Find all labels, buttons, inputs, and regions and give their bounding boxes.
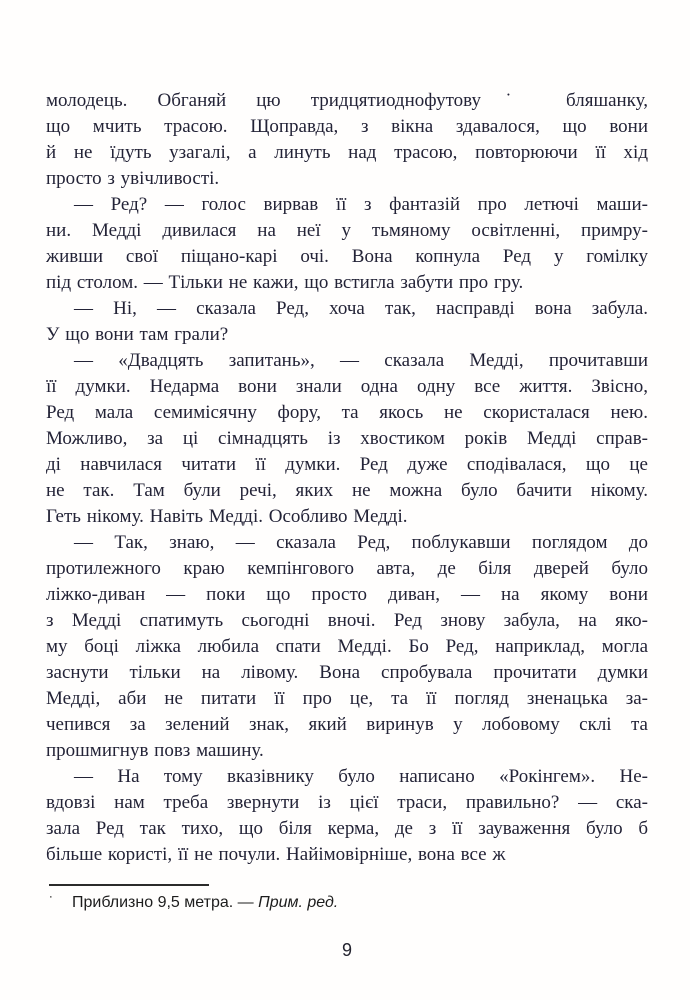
text-line: — Ред? — голос вирвав її з фантазій про летючі маши-: [74, 194, 648, 215]
text-line: живши свої піщано-карі очі. Вона копнула Ред у гомілку: [46, 246, 648, 267]
paragraph: [46, 530, 648, 764]
text-line: — «Двадцять запитань», — сказала Медді, прочитавши: [74, 350, 648, 371]
text-line: з Медді спатимуть сьогодні вночі. Ред знову забула, на яко-: [46, 610, 648, 631]
text-line: У що вони там грали?: [46, 324, 229, 345]
footnote-source: Прим. ред.: [258, 894, 339, 911]
text-line: — Так, знаю, — сказала Ред, поблукавши поглядом до: [74, 532, 648, 553]
footnote-marker: ˙: [49, 894, 54, 911]
page-number: 9: [341, 940, 352, 960]
text-line: просто з увічливості.: [46, 168, 220, 189]
text-line: ліжко-диван — поки що просто диван, — на якому вони: [46, 584, 648, 605]
text-line: — Ні, — сказала Ред, хоча так, насправді вона забула.: [74, 298, 648, 319]
footnote-separator: [49, 884, 209, 886]
paragraph: [46, 192, 648, 296]
text-line: Геть нікому. Навіть Медді. Особливо Медді.: [46, 506, 408, 527]
text-line: прошмигнув повз машину.: [46, 740, 264, 761]
footnote: [49, 893, 648, 913]
paragraph: [46, 764, 648, 868]
text-line: Медді, аби не питати її про це, та її погляд зненацька за-: [46, 688, 648, 709]
text-line: ни. Медді дивилася на неї у тьмяному освітленні, примру-: [46, 220, 648, 241]
text-line: не так. Там були речі, яких не можна було бачити нікому.: [46, 480, 648, 501]
text-line: й не їдуть узагалі, а линуть над трасою, повторюючи її хід: [46, 142, 648, 163]
text-line: зала Ред так тихо, що біля керма, де з її зауваження було б: [46, 818, 648, 839]
text-line: більше користі, її не почули. Найімовірніше, вона все ж: [46, 844, 506, 865]
text-line: під столом. — Тільки не кажи, що встигла забути про гру.: [46, 272, 524, 293]
footnote-text: Приблизно 9,5 метра. —: [72, 894, 259, 911]
paragraph: [46, 348, 648, 530]
text-line: що мчить трасою. Щоправда, з вікна здавалося, що вони: [46, 116, 648, 137]
text-line: молодець. Обганяй цю тридцятиоднофутову˙ бляшанку,: [46, 90, 648, 111]
text-line: Ред мала семимісячну фору, та якось не скористалася нею.: [46, 402, 648, 423]
paragraph: [46, 296, 648, 348]
paragraph: [46, 88, 648, 192]
text-line: її думки. Недарма вони знали одна одну все життя. Звісно,: [46, 376, 648, 397]
text-line: протилежного краю кемпінгового авта, де біля дверей було: [46, 558, 648, 579]
text-line: — На тому вказівнику було написано «Рокінгем». Не-: [74, 766, 648, 787]
text-line: заснути тільки на лівому. Вона спробувала прочитати думки: [46, 662, 648, 683]
text-line: чепився за зелений знак, який виринув у лобовому склі та: [46, 714, 648, 735]
text-line: ді навчилася читати її думки. Ред дуже сподівалася, що це: [46, 454, 648, 475]
text-line: му боці ліжка любила спати Медді. Бо Ред, наприклад, могла: [46, 636, 648, 657]
body-text-block: [46, 88, 648, 868]
text-line: вдовзі нам треба звернути із цієї траси, правильно? — ска-: [46, 792, 648, 813]
text-line: Можливо, за ці сімнадцять із хвостиком років Медді справ-: [46, 428, 648, 449]
